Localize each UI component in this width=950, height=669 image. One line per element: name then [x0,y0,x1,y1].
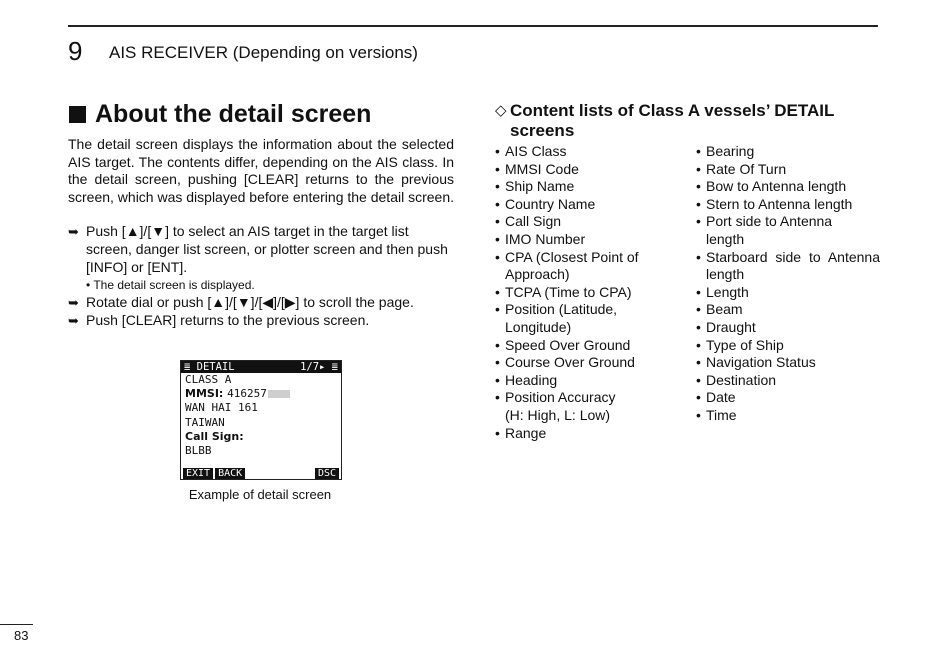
lcd-header-title: ≣ DETAIL [184,361,235,373]
content-list-title: Content lists of Class A vessels’ DETAIL screens [510,101,835,140]
list-item: • Stern to Antenna length [696,196,880,214]
step-text: Push [CLEAR] returns to the previous screen. [86,311,370,328]
list-item: • Bearing [696,143,880,161]
list-item: • Beam [696,301,880,319]
arrow-bullet-icon: ➥ [68,295,79,311]
step-3 [68,312,454,330]
lcd-header [181,361,341,373]
list-item: • IMO Number [495,231,696,249]
list-item: • Speed Over Ground [495,337,696,355]
step-text: Rotate dial or push [▲]/[▼]/[◀]/[▶] to scroll the page. [86,294,414,311]
list-item: • Destination [696,372,880,390]
list-item: • Bow to Antenna length [696,178,880,196]
list-item: • Rate Of Turn [696,161,880,179]
list-item: • Starboard side to Antenna length [696,249,880,284]
list-item: • Length [696,284,880,302]
section-heading [68,98,454,130]
page-number: 83 [14,628,29,643]
step-1 [68,223,454,276]
softkey-exit: EXIT [183,468,213,479]
list-item: • Draught [696,319,880,337]
list-item: • MMSI Code [495,161,696,179]
list-item: • Type of Ship [696,337,880,355]
detail-screen-illustration [180,360,342,480]
intro-paragraph: The detail screen displays the information about the selected AIS target. The contents differ, depending on the AIS class. In the detail screen, pushing [CLEAR] returns to the previous screen, which was displayed before entering the detail screen. [68,136,454,205]
lcd-mmsi-value: 416257 [227,387,267,401]
content-lists [495,143,880,442]
left-column [68,98,454,329]
step-note: • The detail screen is displayed. [86,278,255,293]
lcd-callsign-label: Call Sign: [185,429,244,443]
lcd-softkeys [181,467,341,479]
list-item: • Position (Latitude, Longitude) [495,301,696,336]
list-item: • Course Over Ground [495,354,696,372]
list-item: • Position Accuracy (H: High, L: Low) [495,389,696,424]
figure-caption: Example of detail screen [188,487,332,502]
softkey-back: BACK [215,468,245,479]
list-item: • Time [696,407,880,425]
outline-diamond-icon: ◇ [495,102,507,119]
step-text: Push [▲]/[▼] to select an AIS target in the target list screen, danger list screen, or plotter screen and then push [INFO] or [ENT]. [86,223,448,275]
chapter-title: AIS RECEIVER (Depending on versions) [109,43,418,62]
content-list-column-a [495,143,696,442]
steps [68,223,454,329]
list-item: • AIS Class [495,143,696,161]
lcd-line: TAIWAN [185,415,225,429]
lcd-mmsi-line [181,387,341,401]
chapter-number: 9 [68,36,83,66]
list-item: • Country Name [495,196,696,214]
list-item: • Range [495,425,696,443]
step-2 [68,294,454,312]
list-item: • Date [696,389,880,407]
lcd-line: BLBB [185,443,212,457]
section-title: About the detail screen [95,100,372,128]
list-item: • Navigation Status [696,354,880,372]
filled-square-icon [69,106,86,123]
redacted-digits [268,390,290,398]
list-item: • Ship Name [495,178,696,196]
lcd-line: WAN HAI 161 [185,401,258,415]
content-list-heading [495,101,880,140]
right-column [495,101,880,442]
arrow-bullet-icon: ➥ [68,312,79,328]
list-item: • CPA (Closest Point of Approach) [495,249,696,284]
softkey-dsc: DSC [315,468,339,479]
arrow-bullet-icon: ➥ [68,224,79,240]
list-item: • Heading [495,372,696,390]
list-item: • Call Sign [495,213,696,231]
header-rule [68,25,878,27]
lcd-mmsi-label: MMSI: [185,387,224,401]
lcd-line: CLASS A [185,373,232,386]
content-list-column-b [696,143,880,442]
lcd-page-indicator: 1/7▸ ≣ [300,361,338,373]
footer-rule [0,624,33,625]
list-item: • TCPA (Time to CPA) [495,284,696,302]
list-item: • Port side to Antenna length [696,213,880,248]
